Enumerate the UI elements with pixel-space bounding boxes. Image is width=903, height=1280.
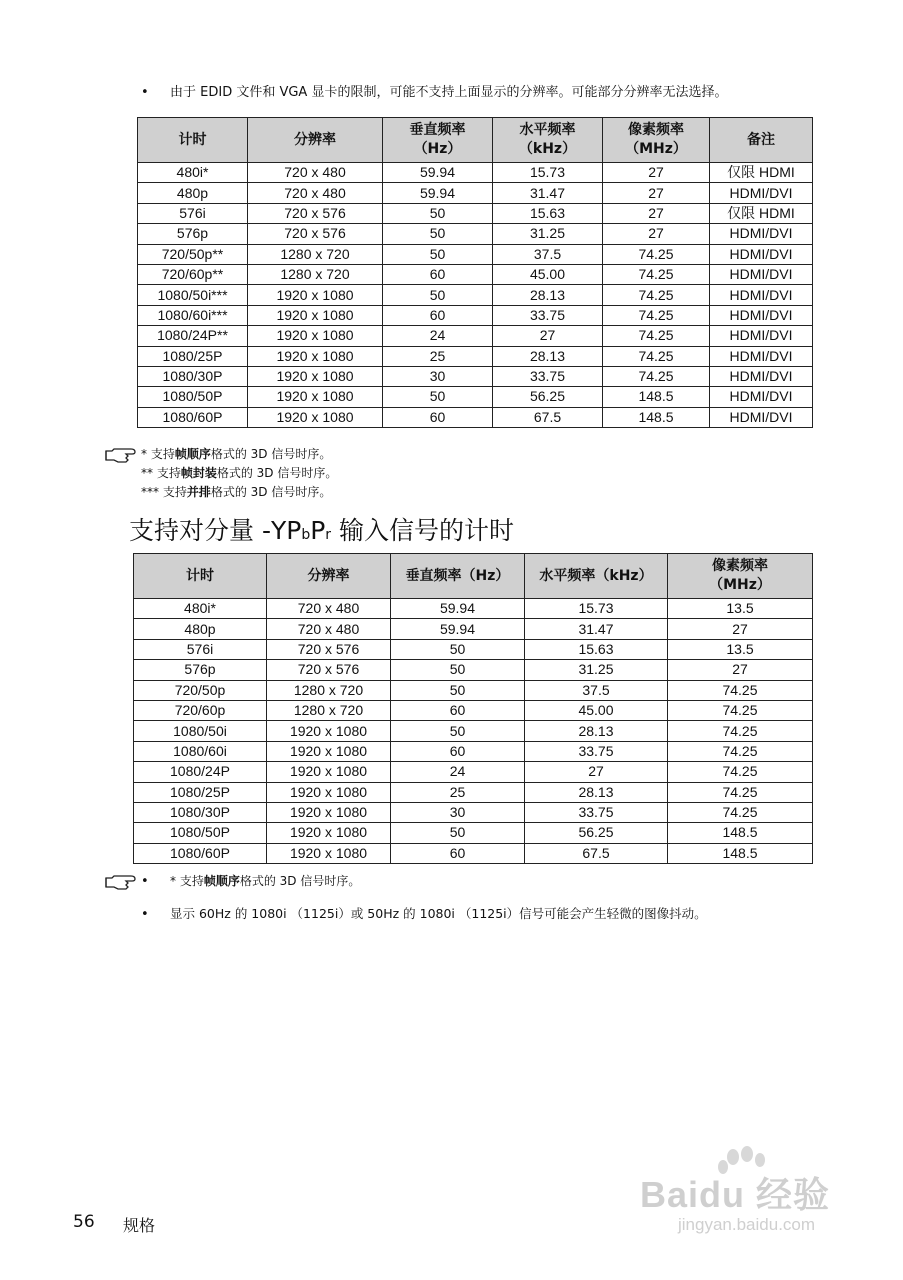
table-cell: 1080/25P: [138, 346, 248, 366]
table-cell: 1080/50i: [134, 721, 267, 741]
table-cell: 720/50p: [134, 680, 267, 700]
table-cell: 50: [391, 721, 525, 741]
table-cell: 1920 x 1080: [248, 346, 383, 366]
table-cell: 27: [525, 762, 668, 782]
table-cell: 74.25: [603, 285, 710, 305]
table-row: [138, 285, 813, 305]
table-cell: 67.5: [525, 843, 668, 863]
table-cell: 50: [391, 660, 525, 680]
table-cell: 33.75: [493, 305, 603, 325]
table-cell: 25: [383, 346, 493, 366]
table-cell: 仅限 HDMI: [710, 203, 813, 223]
table-cell: 74.25: [603, 264, 710, 284]
bullet-dot: •: [141, 85, 149, 100]
table-row: [134, 619, 813, 639]
table-cell: 1920 x 1080: [267, 741, 391, 761]
table-cell: 15.63: [525, 639, 668, 659]
table-cell: 15.73: [525, 599, 668, 619]
table-cell: 1920 x 1080: [248, 285, 383, 305]
table-cell: 1920 x 1080: [248, 305, 383, 325]
table-cell: 1280 x 720: [267, 700, 391, 720]
table-cell: 1080/60P: [138, 407, 248, 427]
table-cell: 1080/24P: [134, 762, 267, 782]
table-cell: 27: [668, 619, 813, 639]
table-cell: 74.25: [603, 305, 710, 325]
table-cell: 1080/60i***: [138, 305, 248, 325]
table-cell: 15.63: [493, 203, 603, 223]
table-header-row: [134, 554, 813, 599]
table-cell: 1280 x 720: [267, 680, 391, 700]
table-cell: 37.5: [493, 244, 603, 264]
table-cell: 576p: [138, 224, 248, 244]
baidu-jingyan-watermark: [640, 1145, 840, 1234]
table-cell: 50: [383, 224, 493, 244]
table-cell: 27: [668, 660, 813, 680]
note-frame-sequential: * 支持帧顺序格式的 3D 信号时序。: [141, 447, 332, 461]
table-cell: 74.25: [668, 762, 813, 782]
table-cell: 720/60p: [134, 700, 267, 720]
table-row: [134, 700, 813, 720]
table-cell: 31.47: [525, 619, 668, 639]
table-cell: HDMI/DVI: [710, 366, 813, 386]
table-cell: 720 x 480: [267, 599, 391, 619]
table-cell: 720 x 576: [267, 639, 391, 659]
table-cell: 1080/60P: [134, 843, 267, 863]
table-row: [134, 660, 813, 680]
table-cell: 27: [603, 183, 710, 203]
table-cell: 13.5: [668, 639, 813, 659]
table-cell: HDMI/DVI: [710, 224, 813, 244]
table-cell: 576p: [134, 660, 267, 680]
table-cell: 31.25: [525, 660, 668, 680]
table-cell: 59.94: [391, 599, 525, 619]
table-cell: HDMI/DVI: [710, 285, 813, 305]
table-cell: 仅限 HDMI: [710, 163, 813, 183]
table-cell: 720 x 480: [248, 183, 383, 203]
table-cell: HDMI/DVI: [710, 264, 813, 284]
table-cell: 1080/25P: [134, 782, 267, 802]
jitter-note: 显示 60Hz 的 1080i （1125i）或 50Hz 的 1080i （1125i）信号可能会产生轻微的图像抖动。: [170, 906, 707, 921]
table-cell: 1920 x 1080: [248, 387, 383, 407]
table-cell: 37.5: [525, 680, 668, 700]
table-row: [138, 163, 813, 183]
table-cell: 25: [391, 782, 525, 802]
table-cell: 1920 x 1080: [248, 326, 383, 346]
table-cell: 1280 x 720: [248, 244, 383, 264]
table-cell: 60: [383, 305, 493, 325]
table-cell: 50: [383, 203, 493, 223]
table-cell: 1080/50P: [138, 387, 248, 407]
table-cell: 74.25: [603, 346, 710, 366]
column-header: 分辨率: [267, 554, 391, 599]
table-cell: 28.13: [525, 721, 668, 741]
bullet-dot: •: [141, 907, 149, 922]
table-row: [138, 264, 813, 284]
table-cell: 576i: [138, 203, 248, 223]
table-row: [138, 183, 813, 203]
table-cell: 1920 x 1080: [267, 843, 391, 863]
note-side-by-side: *** 支持并排格式的 3D 信号时序。: [141, 485, 332, 499]
table-cell: 50: [391, 823, 525, 843]
table-cell: 28.13: [493, 285, 603, 305]
table-cell: 148.5: [668, 823, 813, 843]
bullet-dot: •: [141, 874, 149, 889]
column-header: 像素频率 （MHz）: [668, 554, 813, 599]
section-title: 支持对分量 -YPbPr 输入信号的计时: [129, 516, 515, 545]
table-cell: 45.00: [493, 264, 603, 284]
note-frame-packing: ** 支持帧封装格式的 3D 信号时序。: [141, 466, 338, 480]
table-cell: 720 x 576: [248, 203, 383, 223]
table-cell: 28.13: [493, 346, 603, 366]
table-cell: 67.5: [493, 407, 603, 427]
table-cell: 720 x 480: [267, 619, 391, 639]
table-cell: 13.5: [668, 599, 813, 619]
table-cell: 28.13: [525, 782, 668, 802]
table-cell: 1080/50P: [134, 823, 267, 843]
column-header: 分辨率: [248, 118, 383, 163]
column-header: 垂直频率 （Hz）: [383, 118, 493, 163]
table-cell: 720/50p**: [138, 244, 248, 264]
table-cell: 30: [383, 366, 493, 386]
column-header: 计时: [134, 554, 267, 599]
column-header: 垂直频率（Hz）: [391, 554, 525, 599]
table-cell: 74.25: [668, 700, 813, 720]
table-cell: 74.25: [668, 741, 813, 761]
table-cell: 74.25: [668, 782, 813, 802]
table-cell: 27: [603, 203, 710, 223]
table-cell: 1920 x 1080: [267, 721, 391, 741]
note-frame-sequential-component: * 支持帧顺序格式的 3D 信号时序。: [170, 874, 361, 888]
table-cell: 59.94: [383, 183, 493, 203]
column-header: 备注: [710, 118, 813, 163]
table-row: [134, 802, 813, 822]
table-cell: 1920 x 1080: [248, 407, 383, 427]
table-cell: 50: [391, 680, 525, 700]
table-cell: 59.94: [383, 163, 493, 183]
table-cell: 1920 x 1080: [267, 762, 391, 782]
table-row: [138, 346, 813, 366]
table-cell: 33.75: [525, 741, 668, 761]
table-cell: 480i*: [138, 163, 248, 183]
table-cell: 30: [391, 802, 525, 822]
table-cell: 148.5: [603, 407, 710, 427]
watermark-brand: Baidu 经验: [640, 1174, 831, 1215]
table-cell: 720 x 576: [248, 224, 383, 244]
table-cell: HDMI/DVI: [710, 346, 813, 366]
table-cell: 1280 x 720: [248, 264, 383, 284]
column-header: 水平频率 （kHz）: [493, 118, 603, 163]
table-cell: 720/60p**: [138, 264, 248, 284]
table-cell: HDMI/DVI: [710, 183, 813, 203]
table-cell: 33.75: [493, 366, 603, 386]
table-cell: 50: [383, 244, 493, 264]
table-cell: HDMI/DVI: [710, 305, 813, 325]
table-cell: 31.25: [493, 224, 603, 244]
column-header: 计时: [138, 118, 248, 163]
table-row: [134, 762, 813, 782]
table-cell: 74.25: [603, 244, 710, 264]
table-cell: 60: [383, 264, 493, 284]
table-cell: HDMI/DVI: [710, 326, 813, 346]
table-cell: 1920 x 1080: [248, 366, 383, 386]
notes-3d-formats: [141, 445, 337, 502]
table-row: [134, 823, 813, 843]
column-header: 水平频率（kHz）: [525, 554, 668, 599]
table-row: [138, 326, 813, 346]
table-cell: 480p: [134, 619, 267, 639]
table-cell: 15.73: [493, 163, 603, 183]
edid-limitation-note: 由于 EDID 文件和 VGA 显卡的限制，可能不支持上面显示的分辨率。可能部分分辨率无法选择。: [170, 85, 728, 100]
table-cell: 24: [391, 762, 525, 782]
hdmi-timing-table: [137, 117, 813, 428]
table-row: [138, 387, 813, 407]
table-row: [134, 741, 813, 761]
table-row: [138, 305, 813, 325]
table-cell: 60: [383, 407, 493, 427]
table-cell: 74.25: [668, 802, 813, 822]
table-cell: 45.00: [525, 700, 668, 720]
table-cell: 1080/24P**: [138, 326, 248, 346]
table-cell: 74.25: [603, 326, 710, 346]
table-row: [138, 244, 813, 264]
table-cell: 60: [391, 700, 525, 720]
table-cell: 148.5: [603, 387, 710, 407]
table-header-row: [138, 118, 813, 163]
hand-pointer-icon: [104, 874, 138, 898]
watermark-url: jingyan.baidu.com: [678, 1215, 816, 1234]
table-cell: 1080/30P: [134, 802, 267, 822]
hand-pointer-icon: [104, 447, 138, 471]
table-cell: 1920 x 1080: [267, 823, 391, 843]
table-cell: HDMI/DVI: [710, 387, 813, 407]
table-cell: 74.25: [668, 721, 813, 741]
table-cell: 720 x 480: [248, 163, 383, 183]
table-cell: 1920 x 1080: [267, 802, 391, 822]
table-cell: 24: [383, 326, 493, 346]
table-cell: 480p: [138, 183, 248, 203]
table-row: [134, 721, 813, 741]
table-row: [134, 680, 813, 700]
table-cell: 31.47: [493, 183, 603, 203]
table-row: [134, 782, 813, 802]
page-number: 56: [73, 1212, 95, 1232]
table-row: [134, 843, 813, 863]
table-cell: HDMI/DVI: [710, 244, 813, 264]
component-timing-table: [133, 553, 813, 864]
table-row: [134, 639, 813, 659]
table-row: [138, 407, 813, 427]
table-cell: 56.25: [525, 823, 668, 843]
table-cell: 33.75: [525, 802, 668, 822]
table-cell: 27: [603, 163, 710, 183]
table-cell: 59.94: [391, 619, 525, 639]
table-cell: 148.5: [668, 843, 813, 863]
column-header: 像素频率 （MHz）: [603, 118, 710, 163]
table-cell: 1080/50i***: [138, 285, 248, 305]
table-cell: 576i: [134, 639, 267, 659]
table-cell: 1080/30P: [138, 366, 248, 386]
table-cell: 50: [383, 387, 493, 407]
table-cell: 27: [603, 224, 710, 244]
table-row: [138, 224, 813, 244]
table-cell: 50: [391, 639, 525, 659]
table-cell: 27: [493, 326, 603, 346]
table-cell: 56.25: [493, 387, 603, 407]
table-cell: 720 x 576: [267, 660, 391, 680]
footer-section-label: 规格: [123, 1216, 156, 1235]
table-cell: 50: [383, 285, 493, 305]
table-cell: 480i*: [134, 599, 267, 619]
table-cell: 60: [391, 741, 525, 761]
table-cell: 1080/60i: [134, 741, 267, 761]
table-cell: 60: [391, 843, 525, 863]
table-row: [138, 366, 813, 386]
table-row: [134, 599, 813, 619]
table-cell: 74.25: [603, 366, 710, 386]
table-cell: 74.25: [668, 680, 813, 700]
table-row: [138, 203, 813, 223]
table-cell: HDMI/DVI: [710, 407, 813, 427]
table-cell: 1920 x 1080: [267, 782, 391, 802]
